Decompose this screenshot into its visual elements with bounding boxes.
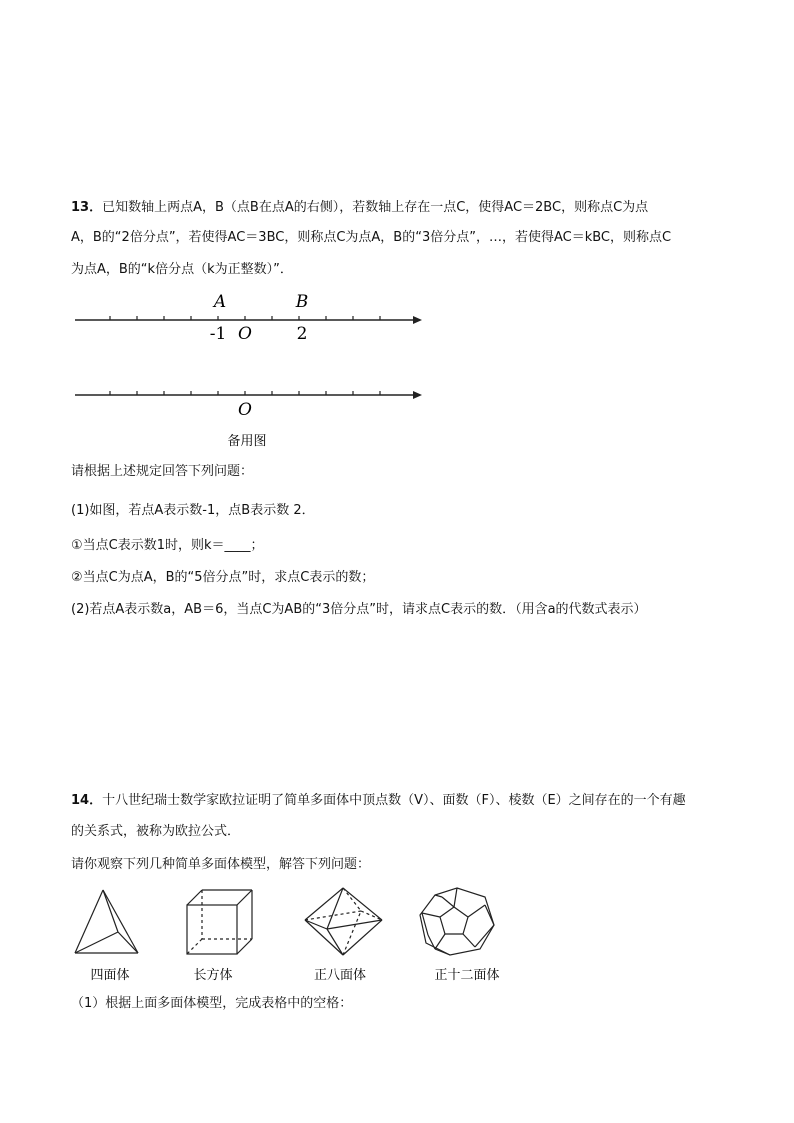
q13-line-1 [71,199,648,217]
point-b-label: B [295,292,309,312]
q14-part-1: （1）根据上面多面体模型，完成表格中的空格： [71,996,353,1011]
polyhedra-figures [70,885,530,990]
q13-line-2: A，B的“2倍分点”，若使得AC＝3BC，则称点C为点A，B的“3倍分点”，…，若使得AC＝kBC，则称点C [71,230,672,245]
q14-text-1: 十八世纪瑞士数学家欧拉证明了简单多面体中顶点数（V）、面数（F）、棱数（E）之间存在的一个有趣 [102,793,686,808]
tick-label-origin: O [238,324,252,344]
q13-part-1-i: ①当点C表示数1时，则k＝____； [71,538,264,553]
point-a-label: A [213,292,227,312]
q13-number: 13． [71,200,103,215]
q13-part-1: (1)如图，若点A表示数-1，点B表示数 2． [71,503,315,518]
tetrahedron-figure [75,890,138,953]
q13-part-2: (2)若点A表示数a，AB＝6，当点C为AB的“3倍分点”时，请求点C表示的数．（用含a的代数式表示） [71,602,647,617]
q13-line-3: 为点A，B的“k倍分点（k为正整数）”． [71,262,293,277]
q14-line-2: 的关系式，被称为欧拉公式． [71,824,241,839]
q13-instruction: 请根据上述规定回答下列问题： [71,464,254,479]
tick-label-neg1: -1 [209,324,227,344]
cuboid-figure [187,890,252,954]
backup-figure-caption: 备用图 [227,434,267,449]
number-line-1 [70,288,430,348]
q14-line-3: 请你观察下列几种简单多面体模型，解答下列问题： [71,857,371,872]
q13-part-1-ii: ②当点C为点A，B的“5倍分点”时，求点C表示的数； [71,570,375,585]
caption-cuboid: 长方体 [193,968,233,983]
tick-label-origin-2: O [238,400,252,420]
caption-tetrahedron: 四面体 [90,968,130,983]
tick-label-2: 2 [296,324,308,344]
caption-dodecahedron: 正十二面体 [434,968,500,983]
q14-line-1 [71,792,686,810]
q14-number: 14． [71,793,103,808]
number-line-2 [70,378,430,453]
q13-text-1: 已知数轴上两点A，B（点B在点A的右侧），若数轴上存在一点C，使得AC＝2BC，则称点C为点 [102,200,649,215]
dodecahedron-figure [420,888,494,955]
caption-octahedron: 正八面体 [313,968,367,983]
octahedron-figure [305,888,382,955]
